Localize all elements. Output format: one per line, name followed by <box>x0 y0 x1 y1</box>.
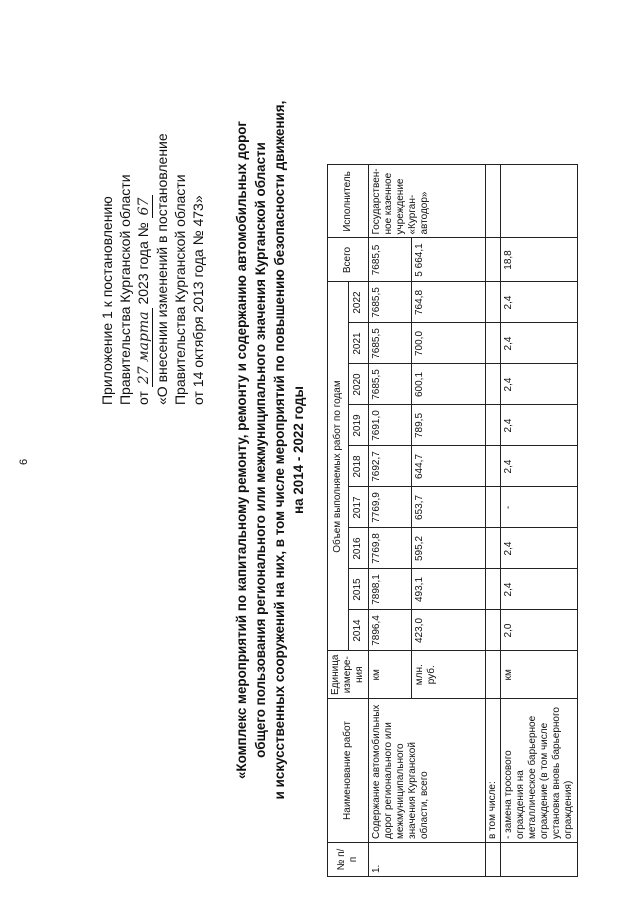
header-unit: Единица измере-ния <box>328 651 369 699</box>
value-cell: 7769,8 <box>369 528 412 569</box>
value-cell: 2,4 <box>501 528 578 569</box>
value-cell: 2,4 <box>501 405 578 446</box>
value-cell: 789,5 <box>412 405 486 446</box>
value-cell: 2,4 <box>501 569 578 610</box>
total-cell: 18,8 <box>501 238 578 282</box>
appendix-line-3 <box>134 45 153 405</box>
empty-cell <box>486 405 501 446</box>
table-row <box>486 165 501 877</box>
empty-cell <box>486 843 501 877</box>
handwritten-number: 67 <box>136 195 153 219</box>
header-year: 2015 <box>348 569 369 610</box>
unit-cell: млн. руб. <box>412 651 486 699</box>
header-volume: Объем выполняемых работ по годам <box>328 282 349 651</box>
work-name: - замена тросового ограждения на металлическое барьерное ограждение (в том числе установка вновь барьерного ограждения) <box>501 699 578 843</box>
appendix-line-4: «О внесении изменений в постановление <box>154 133 170 405</box>
total-cell: 7685,5 <box>369 238 412 282</box>
table-row <box>501 165 578 877</box>
empty-cell <box>486 238 501 282</box>
unit-cell: км <box>369 651 412 699</box>
header-row <box>328 165 349 877</box>
empty-cell <box>486 487 501 528</box>
empty-cell <box>486 282 501 323</box>
document-title <box>232 55 308 845</box>
date-prefix: от <box>135 391 151 405</box>
value-cell: 2,4 <box>501 364 578 405</box>
empty-cell <box>486 364 501 405</box>
header-year: 2014 <box>348 610 369 651</box>
empty-cell <box>486 651 501 699</box>
executor-cell: Государствен-ное казенное учреждение «Курган-автодор» <box>369 165 486 238</box>
value-cell: 423,0 <box>412 610 486 651</box>
value-cell: 764,8 <box>412 282 486 323</box>
header-year: 2017 <box>348 487 369 528</box>
header-executor: Исполнитель <box>328 165 369 238</box>
empty-cell <box>486 323 501 364</box>
empty-cell <box>486 446 501 487</box>
value-cell: 600,1 <box>412 364 486 405</box>
value-cell: 493,1 <box>412 569 486 610</box>
empty-cell <box>501 843 578 877</box>
title-line-4: на 2014 - 2022 годы <box>291 386 306 514</box>
total-cell: 5 664,1 <box>412 238 486 282</box>
date-year: 2023 года № <box>135 222 151 305</box>
value-cell: 7685,5 <box>369 282 412 323</box>
value-cell: - <box>501 487 578 528</box>
row-number: 1. <box>369 843 486 877</box>
header-year: 2022 <box>348 282 369 323</box>
value-cell: 7691,0 <box>369 405 412 446</box>
empty-cell <box>501 165 578 238</box>
value-cell: 7898,1 <box>369 569 412 610</box>
header-name: Наименование работ <box>328 699 369 843</box>
empty-cell <box>486 569 501 610</box>
value-cell: 595,2 <box>412 528 486 569</box>
value-cell: 653,7 <box>412 487 486 528</box>
value-cell: 7685,5 <box>369 323 412 364</box>
appendix-line-2: Правительства Курганской области <box>117 174 133 405</box>
table-row <box>369 165 412 877</box>
works-table <box>327 164 578 877</box>
appendix-line-6: от 14 октября 2013 года № 473» <box>190 195 206 405</box>
header-year: 2018 <box>348 446 369 487</box>
value-cell: 644,7 <box>412 446 486 487</box>
header-total: Всего <box>328 238 369 282</box>
handwritten-date: 27 марта <box>136 308 153 387</box>
appendix-line-5: Правительства Курганской области <box>172 174 188 405</box>
empty-cell <box>486 165 501 238</box>
title-line-1: «Комплекс мероприятий по капитальному ремонту, ремонту и содержанию автомобильных дорог <box>234 120 249 780</box>
work-name: Содержание автомобильных дорог регионального или межмуниципального значения Курганской области, всего <box>369 699 486 843</box>
header-year: 2019 <box>348 405 369 446</box>
header-year: 2020 <box>348 364 369 405</box>
value-cell: 2,4 <box>501 446 578 487</box>
appendix-line-1: Приложение 1 к постановлению <box>99 196 115 405</box>
page-number: 6 <box>18 458 30 465</box>
value-cell: 700,0 <box>412 323 486 364</box>
value-cell: 7685,5 <box>369 364 412 405</box>
subheading-cell: в том числе: <box>486 699 501 843</box>
title-line-3: и искусственных сооружений на них, в том числе мероприятий по повышению безопасности движения, <box>272 100 287 800</box>
unit-cell: км <box>501 651 578 699</box>
value-cell: 2,4 <box>501 282 578 323</box>
header-year: 2021 <box>348 323 369 364</box>
title-line-2: общего пользования регионального или межмуниципального значения Курганской области <box>253 142 268 758</box>
header-num: № п/п <box>328 843 369 877</box>
value-cell: 2,4 <box>501 323 578 364</box>
value-cell: 7692,7 <box>369 446 412 487</box>
empty-cell <box>486 610 501 651</box>
header-year: 2016 <box>348 528 369 569</box>
appendix-header <box>98 45 207 405</box>
value-cell: 7769,9 <box>369 487 412 528</box>
value-cell: 2,0 <box>501 610 578 651</box>
value-cell: 7896,4 <box>369 610 412 651</box>
empty-cell <box>486 528 501 569</box>
